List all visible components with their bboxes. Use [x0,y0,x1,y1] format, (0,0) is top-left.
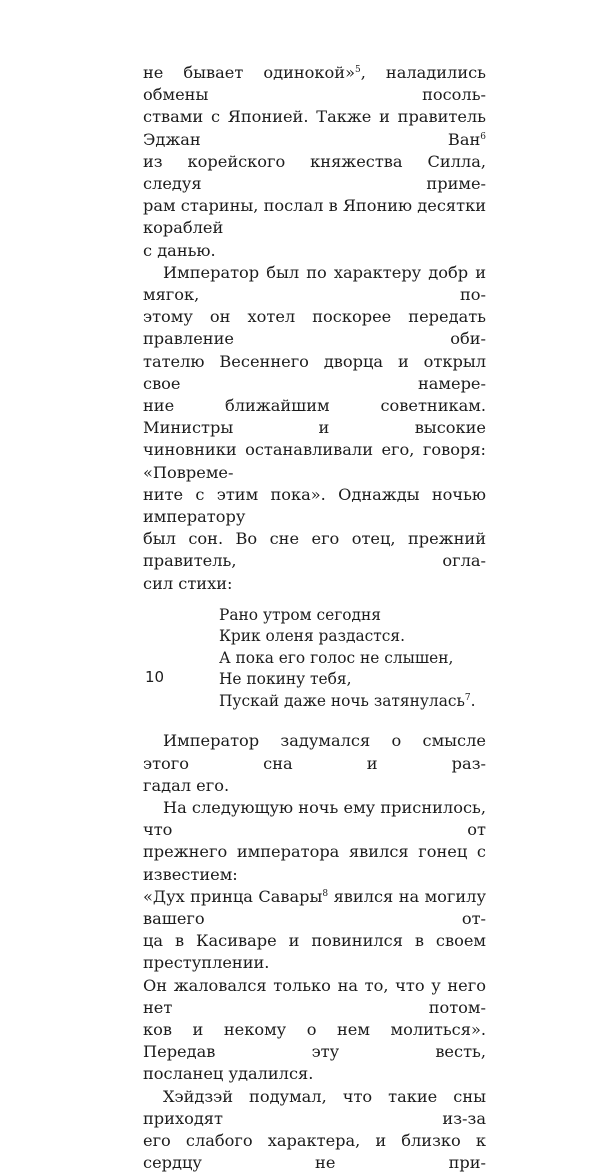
text-line: сил стихи: [143,573,233,593]
text-line: На следующую ночь ему приснилось, что от [143,797,486,840]
paragraph-1 [143,62,486,262]
paragraph-4 [143,797,486,1086]
text-line: Хэйдзэй подумал, что такие сны приходят из-за [143,1086,486,1128]
footnote-marker: 5 [354,65,361,75]
text-line: ствами с Японией. Также и правитель Эджан Ван$^6$ [143,107,486,149]
text-line: прежнего императора явился гонец с известием: [143,842,486,884]
poem-verse: Пускай даже ночь затянулась$^7$. [219,691,476,710]
text-line: тателю Весеннего дворца и открыл свое намере- [143,351,486,393]
text-line: не бывает одинокой»$^5$, наладились обмены посоль- [143,63,486,105]
text-line: рам старины, послал в Японию десятки кораблей [143,196,486,238]
poem-verse: Рано утром сегодня [219,605,381,624]
text-line: этому он хотел поскорее передать правление оби- [143,307,486,349]
text-line: Император задумался о смысле этого сна и раз- [143,731,486,773]
paragraph-3 [143,730,486,797]
text-line: ков и некому о нем молиться». Передав эту весть, [143,1020,486,1062]
text-line: Император был по характеру добр и мягок, по- [143,262,486,305]
paragraph-5 [143,1086,486,1174]
text-line: ние ближайшим советникам. Министры и высокие [143,396,486,438]
poem-verse: Не покину тебя, [219,670,352,689]
footnote-marker: 7 [464,692,471,703]
text-line: был сон. Во сне его отец, прежний правитель, огла- [143,529,486,571]
footnote-marker: 6 [480,131,486,142]
footnote-marker: 8 [322,888,329,899]
text-line: посланец удалился. [143,1064,314,1084]
text-line: его слабого характера, и близко к сердцу не при- [143,1131,486,1173]
page-number: 10 [145,668,165,686]
text-line: чиновники останавливали его, говоря: «Повреме- [143,440,486,482]
paragraph-2 [143,262,486,595]
poem [219,605,486,713]
poem-verse: Крик оленя раздастся. [219,627,405,646]
text-line: гадал его. [143,775,230,795]
main-text [143,62,486,1174]
text-line: с данью. [143,240,216,260]
text-line: Он жаловался только на то, что у него нет потом- [143,975,486,1017]
text-line: ните с этим пока». Однажды ночью императору [143,484,486,527]
text-line: «Дух принца Савары$^8$ явился на могилу вашего от- [143,886,486,928]
text-line: ца в Касиваре и повинился в своем преступлении. [143,931,486,973]
text-line: из корейского княжества Силла, следуя приме- [143,151,486,194]
poem-verse: А пока его голос не слышен, [219,648,454,667]
